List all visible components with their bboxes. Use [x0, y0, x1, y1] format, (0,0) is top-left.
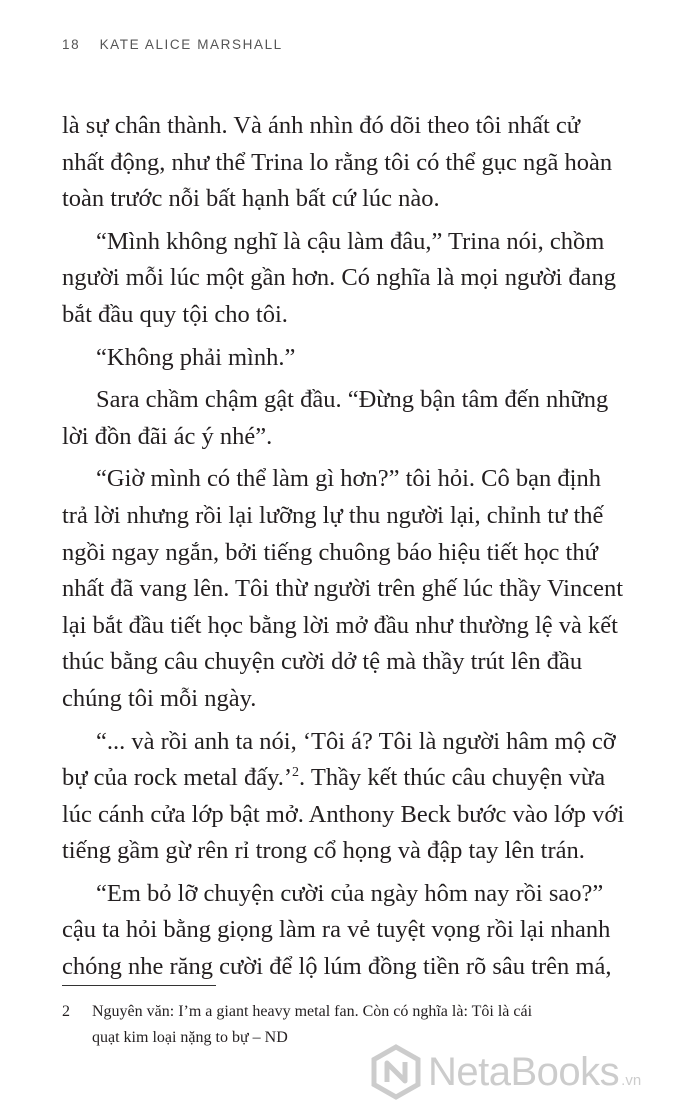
author-name: KATE ALICE MARSHALL	[99, 37, 283, 52]
text-line: lúc cánh cửa lớp bật mở. Anthony Beck bước vào lớp với	[62, 800, 625, 828]
footnote-number: 2	[62, 1003, 70, 1020]
text-line: là sự chân thành. Và ánh nhìn đó dõi theo tôi nhất cử	[62, 112, 581, 139]
footnote-line: quạt kim loại nặng to bự – ND	[92, 1029, 288, 1046]
netabooks-logo-icon	[368, 1044, 424, 1100]
text-line: “Giờ mình có thể làm gì hơn?” tôi hỏi. Cô bạn định	[96, 465, 601, 493]
text-line: “Em bỏ lỡ chuyện cười của ngày hôm nay rồi sao?”	[96, 879, 604, 907]
text-fragment: bự của rock metal đấy.’	[62, 764, 293, 792]
text-line: chóng nhe răng cười để lộ lúm đồng tiền rõ sâu trên má,	[62, 953, 612, 981]
text-line: ngồi ngay ngắn, bởi tiếng chuông báo hiệu tiết học thứ	[62, 538, 598, 566]
text-line: nhất đã vang lên. Tôi thừ người trên ghế lúc thầy Vincent	[62, 575, 624, 603]
watermark-suffix: .vn	[621, 1071, 642, 1089]
footnote-divider	[62, 985, 216, 986]
text-line: trả lời nhưng rồi lại lưỡng lự thu người lại, chỉnh tư thế	[62, 501, 604, 529]
footnote-reference[interactable]: 2	[292, 765, 300, 781]
text-line: “Không phải mình.”	[96, 343, 296, 371]
text-line: cậu ta hỏi bằng giọng làm ra vẻ tuyệt vọng rồi lại nhanh	[62, 916, 611, 944]
text-line: toàn trước nỗi bất hạnh bất cứ lúc nào.	[62, 185, 440, 213]
text-line: lời đồn đãi ác ý nhé”.	[62, 422, 273, 450]
watermark-text: NetaBooks	[428, 1049, 620, 1094]
text-line: “Mình không nghĩ là cậu làm đâu,” Trina nói, chồm	[96, 227, 605, 255]
text-line: nhất động, như thể Trina lo rằng tôi có thể gục ngã hoàn	[62, 148, 613, 176]
netabooks-watermark	[368, 1044, 641, 1100]
text-line: lại bắt đầu tiết học bằng lời mở đầu như thường lệ và kết	[62, 611, 618, 639]
text-fragment: . Thầy kết thúc câu chuyện vừa	[299, 764, 606, 792]
text-line: tiếng gầm gừ rên rỉ trong cổ họng và đập tay lên trán.	[62, 837, 585, 865]
page-number: 18	[62, 37, 81, 52]
text-line: thúc bằng câu chuyện cười dở tệ mà thầy trút lên đầu	[62, 648, 583, 676]
footnote-line: Nguyên văn: I’m a giant heavy metal fan. Còn có nghĩa là: Tôi là cái	[92, 1003, 533, 1020]
text-line: “... và rồi anh ta nói, ‘Tôi á? Tôi là người hâm mộ cỡ	[96, 727, 616, 755]
running-header	[62, 37, 283, 52]
text-line: Sara chầm chậm gật đầu. “Đừng bận tâm đến những	[96, 386, 609, 414]
body-text	[62, 108, 648, 986]
text-line: chúng tôi mỗi ngày.	[62, 684, 257, 712]
text-line: bắt đầu quy tội cho tôi.	[62, 300, 288, 328]
text-line-with-footnote-ref	[62, 760, 648, 797]
text-line: người mỗi lúc một gần hơn. Có nghĩa là mọi người đang	[62, 264, 617, 292]
